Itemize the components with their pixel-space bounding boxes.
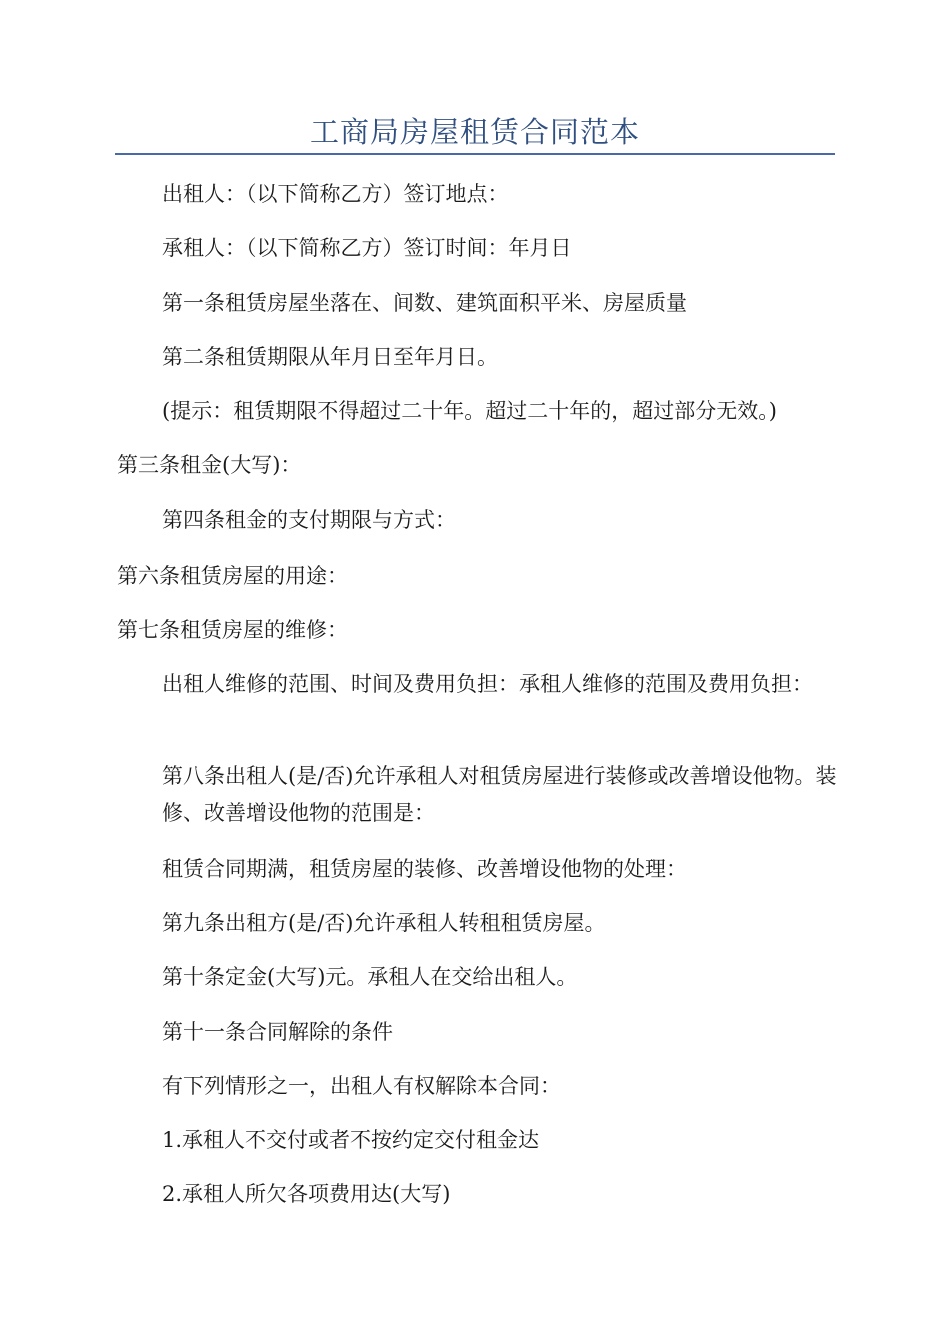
paragraph-expiry-handling: 租赁合同期满，租赁房屋的装修、改善增设他物的处理： bbox=[162, 857, 687, 881]
paragraph-article-1: 第一条租赁房屋坐落在、间数、建筑面积平米、房屋质量 bbox=[162, 291, 687, 315]
paragraph-article-7: 第七条租赁房屋的维修： bbox=[117, 618, 348, 642]
paragraph-article-2: 第二条租赁期限从年月日至年月日。 bbox=[162, 345, 498, 369]
paragraph-termination-intro: 有下列情形之一，出租人有权解除本合同： bbox=[162, 1074, 561, 1098]
title-underline bbox=[115, 153, 835, 155]
paragraph-article-6: 第六条租赁房屋的用途： bbox=[117, 564, 348, 588]
list-item-2: 2.承租人所欠各项费用达(大写) bbox=[162, 1182, 451, 1206]
paragraph-lessee: 承租人：（以下简称乙方）签订时间：年月日 bbox=[162, 236, 572, 260]
paragraph-article-10: 第十条定金(大写)元。承租人在交给出租人。 bbox=[162, 965, 578, 989]
paragraph-article-8: 第八条出租人(是/否)允许承租人对租赁房屋进行装修或改善增设他物。装修、改善增设他物的范围是： bbox=[162, 764, 837, 825]
paragraph-article-4: 第四条租金的支付期限与方式： bbox=[162, 508, 456, 532]
paragraph-article-9: 第九条出租方(是/否)允许承租人转租租赁房屋。 bbox=[162, 911, 606, 935]
paragraph-hint: (提示：租赁期限不得超过二十年。超过二十年的，超过部分无效。) bbox=[162, 399, 777, 423]
list-item-1: 1.承租人不交付或者不按约定交付租金达 bbox=[162, 1128, 540, 1152]
document-title: 工商局房屋租赁合同范本 bbox=[309, 115, 640, 149]
paragraph-article-3: 第三条租金(大写)： bbox=[117, 453, 302, 477]
paragraph-lessor: 出租人：（以下简称乙方）签订地点： bbox=[162, 182, 509, 206]
paragraph-repair-scope: 出租人维修的范围、时间及费用负担：承租人维修的范围及费用负担： bbox=[162, 672, 813, 696]
paragraph-article-11: 第十一条合同解除的条件 bbox=[162, 1020, 393, 1044]
